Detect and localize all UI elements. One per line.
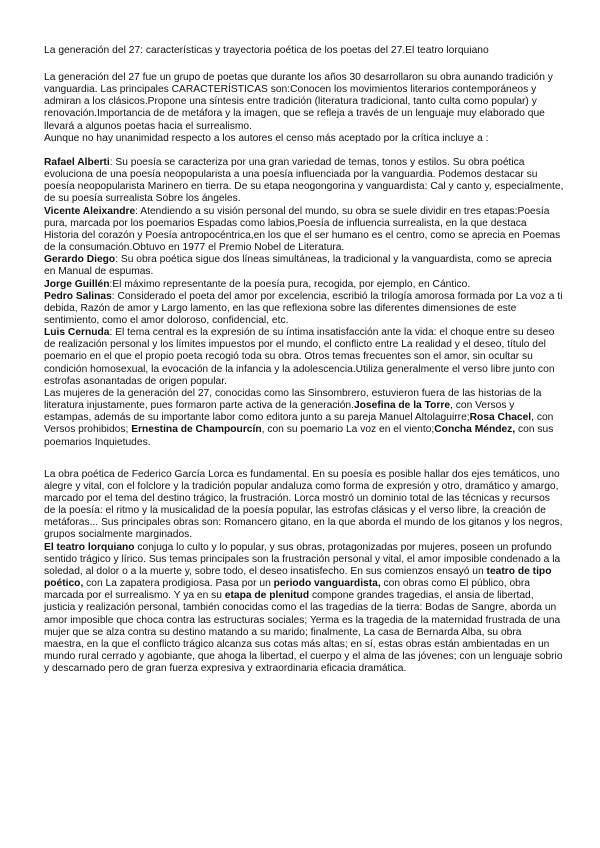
poet-name: Rafael Alberti bbox=[44, 156, 110, 168]
mujeres-paragraph bbox=[44, 388, 564, 449]
document-title: La generación del 27: características y trayectoria poética de los poetas del 27.El teatro lorquiano bbox=[44, 45, 489, 56]
lorca-theatre-paragraph bbox=[44, 542, 564, 676]
poet-diego bbox=[44, 254, 564, 278]
author-name: Josefina de la Torre bbox=[353, 400, 451, 412]
mujeres-text: , con Versos y estampas, además de su importante labor como editora junto a su pareja Manuel Altolaguirre; bbox=[44, 400, 515, 424]
lorca-poetry-paragraph: La obra poética de Federico García Lorca es fundamental. En su poesía es posible hallar dos ejes temáticos, uno alegre y vital, con el folclore y la tradición popular andaluza como forma de expresión y otro, dramático y amargo, marcado por el tema del destino trágico, la frustración. Lorca mostró un dominio total de las técnicas y recursos de la poesía: el ritmo y la musicalidad de la poesía popular, las estrofas clásicas y el verso libre, la creación de metáforas... Sus principales obras son: Romancero gitano, en la que aborda el mundo de los gitanos y los negros, grupos socialmente marginados. bbox=[44, 468, 563, 541]
theatre-heading: El teatro lorquiano bbox=[44, 541, 135, 553]
intro-census-line: Aunque no hay unanimidad respecto a los autores el censo más aceptado por la crítica incluye a : bbox=[44, 132, 489, 144]
mujeres-text: con sus poemarios Inquietudes. bbox=[44, 424, 554, 448]
poet-alberti bbox=[44, 157, 564, 206]
mujeres-text: , con su poemario La voz en el viento; bbox=[261, 424, 435, 436]
poet-aleixandre bbox=[44, 206, 564, 255]
theatre-stage: teatro de tipo poético, bbox=[44, 565, 552, 590]
author-name: Rosa Chacel bbox=[469, 412, 532, 424]
poet-description: : Su poesía se caracteriza por una gran variedad de temas, tonos y estilos. Su obra poética evoluciona de una poesía neopopularista a una poesía influenciada por la vanguardia. Podemos destacar su poesía neopopularista Marinero en tierra. De su etapa neogongorina y vanguardista: Cal y canto y, especialmente, de su poesía surrealista Sobre los ángeles. bbox=[44, 156, 564, 205]
poet-guillen bbox=[44, 279, 564, 291]
theatre-text: compone grandes tragedias, el ansia de libertad, justicia y realización personal, también conocidas como el las tragedias de la tierra: Bodas de Sangre, aborda un amor imposible que choca contra las estructuras sociales; Yerma es la tragedia de la maternidad frustrada de una mujer que se alza contra su destino matando a su marido; finalmente, La casa de Bernarda Alba, su obra maestra, en la que el conflicto trágico alcanza sus cotas más altas; en sí, estas obras están ambientadas en un mundo rural cerrado y agobiante, que ahoga la libertad, el cuerpo y el alma de las jóvenes; con un lenguaje sobrio y descarnado pero de gran fuerza expresiva y extraordinaria eficacia dramática. bbox=[44, 590, 563, 675]
intro-paragraph: La generación del 27 fue un grupo de poetas que durante los años 30 desarrollaron su obra aunando tradición y vanguardia. Las principales CARACTERÍSTICAS son:Conocen los movimientos literarios contemporáneos y admiran a los clásicos.Propone una síntesis entre tradición (literatura tradicional, tanto culta como popular) y renovación.Importancia de de metáfora y la imagen, que se refleja a través de un lenguaje muy elaborado que llevará a algunos poetas hacia el surrealismo. bbox=[44, 72, 553, 132]
document-body bbox=[44, 72, 564, 675]
mujeres-text: , con Versos prohibidos; bbox=[44, 412, 554, 436]
poet-salinas bbox=[44, 291, 564, 327]
poet-name: Gerardo Diego bbox=[44, 254, 116, 266]
poet-description: : El tema central es la expresión de su íntima insatisfacción ante la vida: el choque entre su deseo de realización personal y los límites impuestos por el mundo, el conflicto entre La realidad y el deseo, título del poemario en el que el propio poeta recogió toda su obra. Otros temas frecuentes son el amor, sin ocultar su condición homosexual, la evocación de la infancia y la adolescencia.Utiliza generalmente el verso libre junto con estrofas asonantadas de origen popular. bbox=[44, 327, 555, 387]
theatre-stage: periodo vanguardista, bbox=[273, 578, 381, 590]
poet-description: : Considerado el poeta del amor por excelencia, escribió la trilogía amorosa formada por La voz a ti debida, Razón de amor y Largo lamento, en las que reflexiona sobre las diferentes dimensiones de este sentimiento, como el amor doloroso, confidencial, etc. bbox=[44, 290, 563, 326]
theatre-text: con obras como El público, obra marcada por el surrealismo. Y ya en su bbox=[44, 578, 530, 602]
poet-cernuda bbox=[44, 327, 564, 388]
theatre-text: conjuga lo culto y lo popular, y sus obras, protagonizadas por mujeres, poseen un profundo sentido trágico y lírico. Sus temas principales son la frustración personal y vital, el amor imposible condenado a la soledad, al dolor o a la muerte y, sobre todo, el deseo insatisfecho. En sus comienzos ensayó un bbox=[44, 541, 561, 577]
theatre-stage: etapa de plenitud bbox=[224, 590, 310, 602]
poet-description: : Su obra poética sigue dos líneas simultáneas, la tradicional y la vanguardista, como se aprecia en Manual de espumas. bbox=[44, 254, 552, 278]
poet-name: Jorge Guillén bbox=[44, 278, 110, 290]
poet-description: :El máximo representante de la poesía pura, recogida, por ejemplo, en Cántico. bbox=[109, 278, 471, 290]
mujeres-text: Las mujeres de la generación del 27, conocidas como las Sinsombrero, estuvieron fuera de las historias de la literatura injustamente, pues formaron parte activa de la generación. bbox=[44, 387, 542, 412]
poet-description: : Atendiendo a su visión personal del mundo, su obra se suele dividir en tres etapas:Poesía pura, marcada por los poemarios Espadas como labios,Poesía de influencia surrealista, en la que destaca Historia del corazón y Poesía antropocéntrica,en los que el ser humano es el centro, como se aprecia en Poemas de la consumación.Obtuvo en 1977 el Premio Nobel de Literatura. bbox=[44, 205, 561, 254]
poet-name: Vicente Aleixandre bbox=[44, 205, 136, 217]
poet-name: Pedro Salinas bbox=[44, 290, 112, 302]
author-name: Ernestina de Champourcín bbox=[131, 424, 262, 436]
poet-name: Luis Cernuda bbox=[44, 327, 110, 339]
theatre-text: con La zapatera prodigiosa. Pasa por un bbox=[83, 578, 274, 590]
author-name: Concha Méndez, bbox=[434, 424, 516, 436]
